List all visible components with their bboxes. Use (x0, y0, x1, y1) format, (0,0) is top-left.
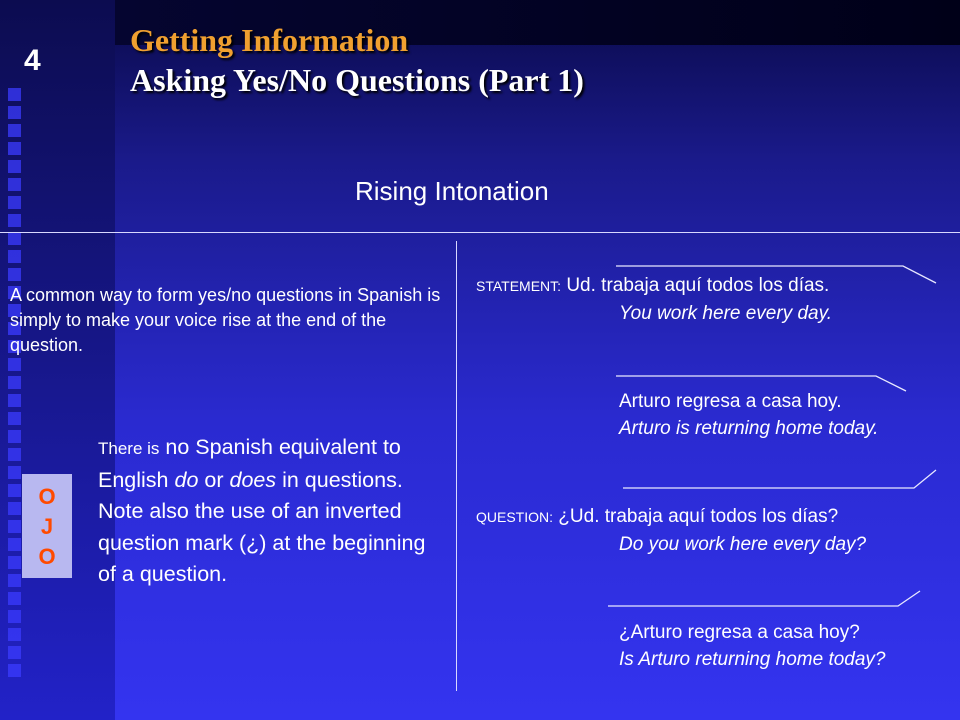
statement-1-translation: You work here every day. (619, 303, 832, 324)
intonation-line-rising (623, 470, 936, 488)
question-1-translation: Do you work here every day? (619, 534, 867, 555)
intonation-line-rising (608, 591, 920, 606)
question-1 (476, 506, 838, 528)
question-1-text: ¿Ud. trabaja aquí todos los días? (558, 506, 839, 527)
note-do: do (174, 467, 199, 492)
ojo-letter: O (38, 544, 56, 569)
title-line-2: Asking Yes/No Questions (Part 1) (130, 62, 584, 98)
question-2: ¿Arturo regresa a casa hoy? (619, 622, 860, 643)
question-label: QUESTION: (476, 509, 554, 525)
statement-1-text: Ud. trabaja aquí todos los días. (566, 275, 830, 296)
note-part-1: There is (98, 439, 160, 458)
ojo-letter: O (38, 484, 56, 509)
intro-text: A common way to form yes/no questions in Spanish is simply to make your voice rise at the end of the question. (10, 285, 441, 355)
statement-label: STATEMENT: (476, 278, 562, 294)
slide-number: 4 (24, 44, 41, 77)
note-part-2: no Spanish equivalent to English (98, 435, 401, 492)
statement-2-translation: Arturo is returning home today. (619, 418, 879, 439)
statement-1 (476, 275, 829, 297)
intonation-line-falling (616, 376, 906, 391)
question-2-translation: Is Arturo returning home today? (619, 649, 886, 670)
note-part-4: in questions. Note also the use of an inverted question mark (¿) at the beginning of a question. (98, 467, 426, 586)
note-part-3: or (198, 467, 230, 492)
title-line-1: Getting Information (130, 22, 409, 58)
section-subtitle: Rising Intonation (355, 176, 549, 206)
ojo-letter: J (40, 514, 54, 539)
statement-2: Arturo regresa a casa hoy. (619, 391, 842, 412)
note-does: does (229, 467, 277, 492)
